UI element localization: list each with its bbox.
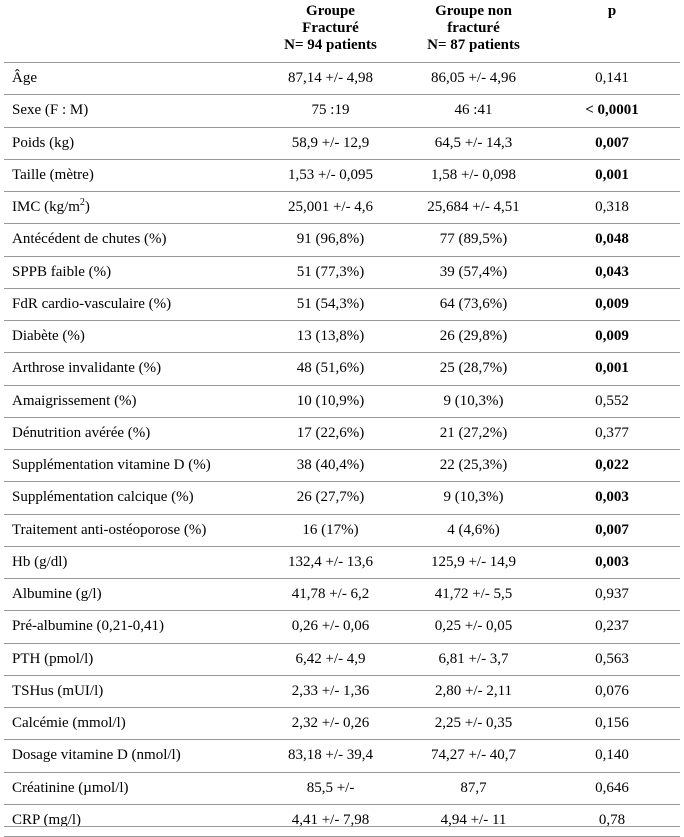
header-non-fractured-group: Groupe non fracturé N= 87 patients: [403, 0, 544, 63]
p-value: 0,003: [544, 482, 680, 514]
table-row: [4, 256, 680, 288]
p-value: 0,001: [544, 159, 680, 191]
p-value: 0,009: [544, 288, 680, 320]
fractured-value: 16 (17%): [258, 514, 403, 546]
table-row: [4, 95, 680, 127]
p-value: 0,78: [544, 804, 680, 836]
header-row: [4, 0, 680, 63]
p-value: 0,007: [544, 514, 680, 546]
row-label: Sexe (F : M): [4, 95, 258, 127]
table-row: [4, 417, 680, 449]
table-row: [4, 450, 680, 482]
row-label: Créatinine (µmol/l): [4, 772, 258, 804]
table-row: [4, 772, 680, 804]
table-row: [4, 192, 680, 224]
fractured-value: 38 (40,4%): [258, 450, 403, 482]
fractured-value: 58,9 +/- 12,9: [258, 127, 403, 159]
row-label: Supplémentation calcique (%): [4, 482, 258, 514]
table-row: [4, 288, 680, 320]
row-label: Supplémentation vitamine D (%): [4, 450, 258, 482]
table-row: [4, 643, 680, 675]
p-value: 0,001: [544, 353, 680, 385]
non-fractured-value: 77 (89,5%): [403, 224, 544, 256]
row-label: Dosage vitamine D (nmol/l): [4, 740, 258, 772]
fractured-value: 75 :19: [258, 95, 403, 127]
row-label: Hb (g/dl): [4, 546, 258, 578]
p-value: 0,022: [544, 450, 680, 482]
p-value: 0,646: [544, 772, 680, 804]
row-label: SPPB faible (%): [4, 256, 258, 288]
fractured-value: 10 (10,9%): [258, 385, 403, 417]
non-fractured-value: 9 (10,3%): [403, 385, 544, 417]
non-fractured-value: 25 (28,7%): [403, 353, 544, 385]
p-value: 0,140: [544, 740, 680, 772]
non-fractured-value: 41,72 +/- 5,5: [403, 579, 544, 611]
fractured-value: 2,32 +/- 0,26: [258, 708, 403, 740]
p-value: 0,377: [544, 417, 680, 449]
table-row: [4, 675, 680, 707]
row-label: PTH (pmol/l): [4, 643, 258, 675]
table-row: [4, 385, 680, 417]
table-row: [4, 546, 680, 578]
fractured-value: 132,4 +/- 13,6: [258, 546, 403, 578]
table-bottom-rule: [4, 826, 680, 827]
row-label: Poids (kg): [4, 127, 258, 159]
fractured-value: 85,5 +/-: [258, 772, 403, 804]
table-row: [4, 159, 680, 191]
p-value: 0,043: [544, 256, 680, 288]
non-fractured-value: 26 (29,8%): [403, 321, 544, 353]
fractured-value: 13 (13,8%): [258, 321, 403, 353]
table-body: [4, 63, 680, 837]
non-fractured-value: 46 :41: [403, 95, 544, 127]
row-label: CRP (mg/l): [4, 804, 258, 836]
p-value: < 0,0001: [544, 95, 680, 127]
table-row: [4, 224, 680, 256]
fractured-value: 83,18 +/- 39,4: [258, 740, 403, 772]
row-label: Pré-albumine (0,21-0,41): [4, 611, 258, 643]
non-fractured-value: 21 (27,2%): [403, 417, 544, 449]
table-row: [4, 611, 680, 643]
fractured-value: 51 (77,3%): [258, 256, 403, 288]
p-value: 0,141: [544, 63, 680, 95]
row-label: Albumine (g/l): [4, 579, 258, 611]
row-label: Âge: [4, 63, 258, 95]
row-label: TSHus (mUI/l): [4, 675, 258, 707]
p-value: 0,937: [544, 579, 680, 611]
p-value: 0,156: [544, 708, 680, 740]
row-label: FdR cardio-vasculaire (%): [4, 288, 258, 320]
non-fractured-value: 6,81 +/- 3,7: [403, 643, 544, 675]
table-row: [4, 514, 680, 546]
fractured-value: 0,26 +/- 0,06: [258, 611, 403, 643]
non-fractured-value: 74,27 +/- 40,7: [403, 740, 544, 772]
fractured-value: 17 (22,6%): [258, 417, 403, 449]
fractured-value: 48 (51,6%): [258, 353, 403, 385]
comparison-table: [4, 0, 680, 837]
non-fractured-value: 22 (25,3%): [403, 450, 544, 482]
table-row: [4, 804, 680, 836]
non-fractured-value: 1,58 +/- 0,098: [403, 159, 544, 191]
row-label: IMC $(kg/m^2)$: [4, 192, 258, 224]
row-label: Taille (mètre): [4, 159, 258, 191]
non-fractured-value: 64 (73,6%): [403, 288, 544, 320]
table-row: [4, 708, 680, 740]
non-fractured-value: 2,80 +/- 2,11: [403, 675, 544, 707]
p-value: 0,007: [544, 127, 680, 159]
p-value: 0,563: [544, 643, 680, 675]
header-p-value: p: [544, 0, 680, 63]
table-row: [4, 63, 680, 95]
p-value: 0,003: [544, 546, 680, 578]
row-label: Arthrose invalidante (%): [4, 353, 258, 385]
table-row: [4, 127, 680, 159]
p-value: 0,318: [544, 192, 680, 224]
fractured-value: 25,001 +/- 4,6: [258, 192, 403, 224]
non-fractured-value: 9 (10,3%): [403, 482, 544, 514]
fractured-value: 6,42 +/- 4,9: [258, 643, 403, 675]
fractured-value: 2,33 +/- 1,36: [258, 675, 403, 707]
table-row: [4, 740, 680, 772]
non-fractured-value: 125,9 +/- 14,9: [403, 546, 544, 578]
p-value: 0,076: [544, 675, 680, 707]
row-label: Antécédent de chutes (%): [4, 224, 258, 256]
row-label: Traitement anti-ostéoporose (%): [4, 514, 258, 546]
table-row: [4, 579, 680, 611]
row-label: Amaigrissement (%): [4, 385, 258, 417]
non-fractured-value: 25,684 +/- 4,51: [403, 192, 544, 224]
header-fractured-group: Groupe Fracturé N= 94 patients: [258, 0, 403, 63]
p-value: 0,048: [544, 224, 680, 256]
fractured-value: 91 (96,8%): [258, 224, 403, 256]
fractured-value: 4,41 +/- 7,98: [258, 804, 403, 836]
non-fractured-value: 86,05 +/- 4,96: [403, 63, 544, 95]
table-row: [4, 482, 680, 514]
fractured-value: 26 (27,7%): [258, 482, 403, 514]
non-fractured-value: 39 (57,4%): [403, 256, 544, 288]
table-row: [4, 321, 680, 353]
table-row: [4, 353, 680, 385]
non-fractured-value: 64,5 +/- 14,3: [403, 127, 544, 159]
p-value: 0,237: [544, 611, 680, 643]
non-fractured-value: 4 (4,6%): [403, 514, 544, 546]
fractured-value: 87,14 +/- 4,98: [258, 63, 403, 95]
p-value: 0,552: [544, 385, 680, 417]
row-label: Dénutrition avérée (%): [4, 417, 258, 449]
p-value: 0,009: [544, 321, 680, 353]
fractured-value: 41,78 +/- 6,2: [258, 579, 403, 611]
non-fractured-value: 4,94 +/- 11: [403, 804, 544, 836]
fractured-value: 51 (54,3%): [258, 288, 403, 320]
fractured-value: 1,53 +/- 0,095: [258, 159, 403, 191]
row-label: Calcémie (mmol/l): [4, 708, 258, 740]
non-fractured-value: 0,25 +/- 0,05: [403, 611, 544, 643]
non-fractured-value: 2,25 +/- 0,35: [403, 708, 544, 740]
row-label: Diabète (%): [4, 321, 258, 353]
header-variable: [4, 0, 258, 63]
non-fractured-value: 87,7: [403, 772, 544, 804]
